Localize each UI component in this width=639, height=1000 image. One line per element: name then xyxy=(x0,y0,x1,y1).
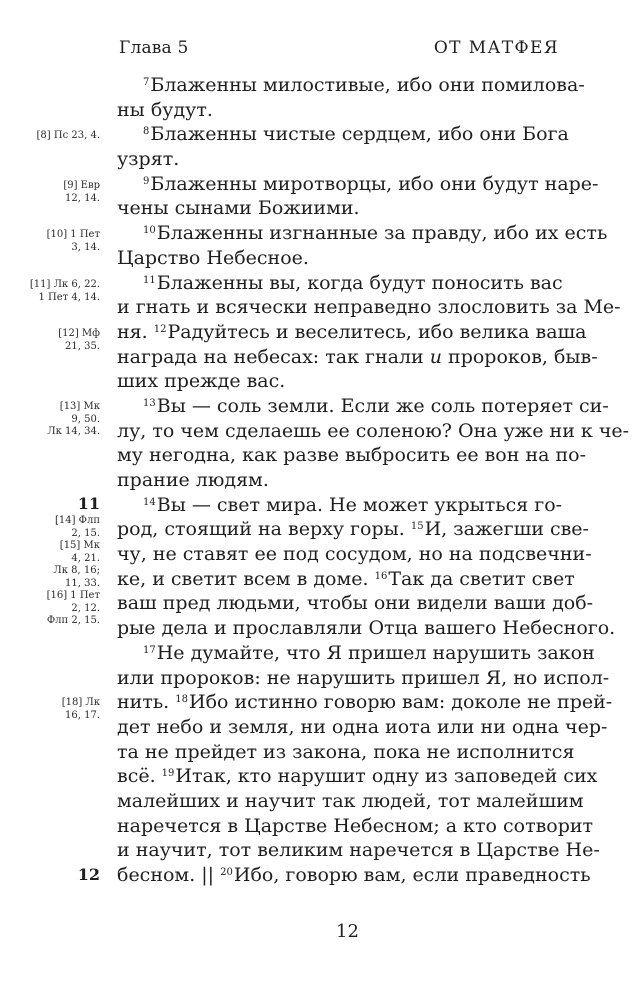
text-line: ня. $^{12}$Радуйтесь и веселитесь, ибо велика ваша xyxy=(117,320,587,343)
text-line: $^9$Блаженны миротворцы, ибо они будут наре- xyxy=(143,172,599,195)
margin-ref: [8] Пс 23, 4. xyxy=(36,130,100,141)
text-line: $^7$Блаженны милостивые, ибо они помилова- xyxy=(143,74,585,96)
text-line: $^{13}$Вы — соль земли. Если же соль потеряет си- xyxy=(143,394,609,417)
text-line: всё. $^{19}$Итак, кто нарушит одну из заповедей сих xyxy=(117,765,598,788)
text-line: му негодна, как разве выбросить ее вон на по- xyxy=(117,444,586,467)
text-line: наречется в Царстве Небесном; а кто сотворит xyxy=(117,814,594,837)
margin-ref: [12] Мф 21, 35. xyxy=(58,328,100,352)
text-line: $^{11}$Блаженны вы, когда будут поносить вас xyxy=(143,271,563,294)
text-line: нить. $^{18}$Ибо истинно говорю вам: доколе не прей- xyxy=(117,691,613,714)
text-line: $^{10}$Блаженны изгнанные за правду, ибо их есть xyxy=(143,222,608,245)
page-number: 12 xyxy=(336,921,359,942)
text-line: узрят. xyxy=(117,148,180,171)
margin-ref: [14] Флп 2, 15. [15] Мк 4, 21. Лк 8, 16; 11, 33. [16] 1 Пет 2, 12. Флп 2, 15. xyxy=(46,515,100,626)
book-title: ОТ МАТФЕЯ xyxy=(433,38,559,58)
margin-ref: [10] 1 Пет 3, 14. xyxy=(46,229,100,253)
chapter-label: Глава 5 xyxy=(119,38,189,58)
text-line: и гнать и всячески неправедно злословить за Ме- xyxy=(117,296,621,319)
text-line: ке, и светит всем в доме. $^{16}$Так да светит свет xyxy=(117,567,575,590)
text-line: ших прежде вас. xyxy=(117,370,286,393)
text-line: $^8$Блаженны чистые сердцем, ибо они Бога xyxy=(143,123,569,146)
text-line: чу, не ставят ее под сосудом, но на подсвечни- xyxy=(117,543,592,566)
text-line: род, стоящий на верху горы. $^{15}$И, зажегши све- xyxy=(117,518,589,541)
text-line: Царство Небесное. xyxy=(117,246,309,269)
margin-ref: [11] Лк 6, 22. 1 Пет 4, 14. xyxy=(29,279,100,303)
text-line: чены сынами Божиими. xyxy=(117,197,360,220)
text-line: ваш пред людьми, чтобы они видели ваши доб- xyxy=(117,592,594,615)
text-line: $^{14}$Вы — свет мира. Не может укрыться го- xyxy=(143,493,563,516)
scripture-text xyxy=(117,73,630,888)
text-line: и научит, тот великим наречется в Царстве Не- xyxy=(117,839,600,862)
text-line: малейших и научит так людей, тот малейшим xyxy=(117,789,584,812)
text-line: прание людям. xyxy=(117,469,269,491)
text-line: дет небо и земля, ни одна иота или ни одна чер- xyxy=(117,715,608,738)
text-line: $^{17}$Не думайте, что Я пришел нарушить закон xyxy=(143,641,595,664)
text-line: ны будут. xyxy=(117,98,213,121)
margin-page-marker: 11 xyxy=(77,494,100,513)
text-line: или пророков: не нарушить пришел Я, но испол- xyxy=(117,666,610,689)
text-line: та не прейдет из закона, пока не исполнится xyxy=(117,740,575,763)
text-line: рые дела и прославляли Отца вашего Небесного. xyxy=(117,617,616,640)
text-line: лу, то чем сделаешь ее соленою? Она уже ни к че- xyxy=(117,419,630,442)
margin-ref: [13] Мк 9, 50. Лк 14, 34. xyxy=(47,401,100,437)
margin-ref: [18] Лк 16, 17. xyxy=(61,697,100,721)
margin-page-marker: 12 xyxy=(77,865,100,884)
text-line: бесном. || $^{20}$Ибо, говорю вам, если праведность xyxy=(117,864,591,886)
text-line: награда на небесах: так гнали и пророков, быв- xyxy=(117,345,598,368)
margin-ref: [9] Евр 12, 14. xyxy=(63,180,100,204)
